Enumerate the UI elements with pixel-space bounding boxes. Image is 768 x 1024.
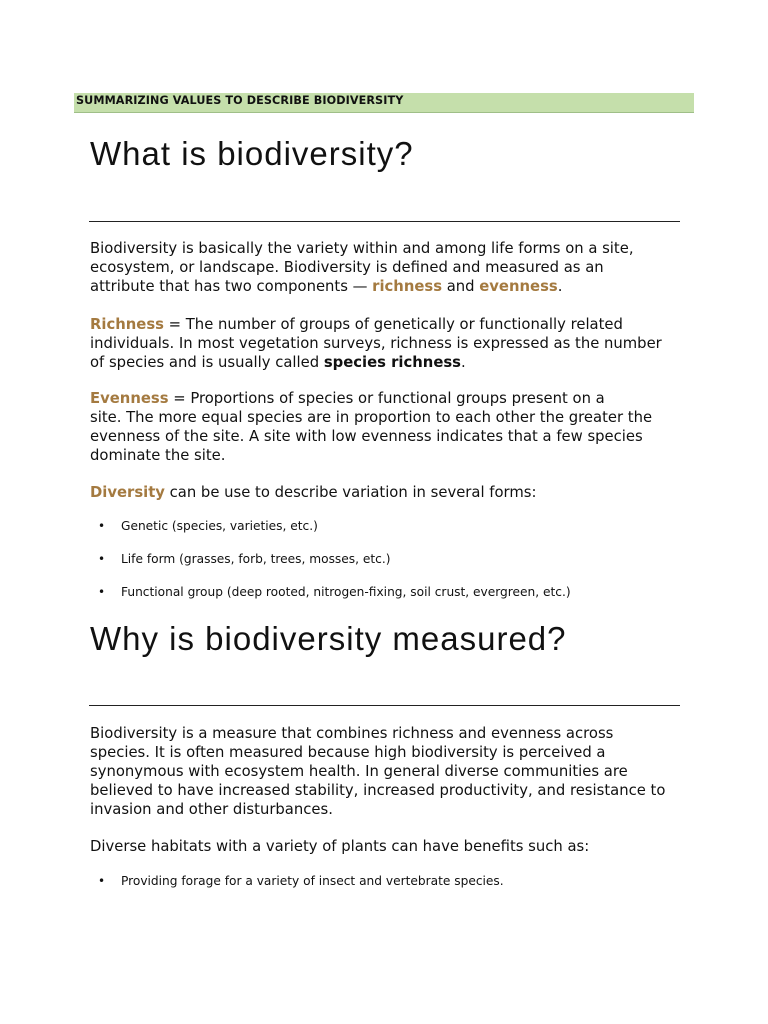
intro-line-1: Biodiversity is basically the variety within and among life forms on a site, [90,240,634,257]
intro-and: and [442,278,480,295]
richness-term: Richness [90,316,164,333]
bullet-icon: • [98,519,106,533]
richness-line-3 [90,353,690,372]
bullet-icon: • [98,552,106,566]
list-item-text: Life form (grasses, forb, trees, mosses, etc.) [121,552,391,566]
benefits-list [98,873,698,906]
bullet-icon: • [98,585,106,599]
list-item [98,873,698,906]
horizontal-rule [89,221,680,222]
bullet-icon: • [98,874,106,888]
measure-line-1: Biodiversity is a measure that combines richness and evenness across [90,725,614,742]
list-item [98,584,698,617]
evenness-term: Evenness [90,390,169,407]
richness-line-1 [90,315,690,334]
banner-title: SUMMARIZING VALUES TO DESCRIBE BIODIVERSITY [76,94,404,107]
evenness-term-inline: evenness [479,278,558,295]
diversity-line [90,483,690,502]
measure-line-2: species. It is often measured because high biodiversity is perceived a [90,744,606,761]
intro-line-2: ecosystem, or landscape. Biodiversity is defined and measured as an [90,259,604,276]
horizontal-rule [89,705,680,706]
benefits-line: Diverse habitats with a variety of plants can have benefits such as: [90,838,590,855]
intro-period: . [557,278,563,295]
richness-line-2: individuals. In most vegetation surveys, richness is expressed as the number [90,335,662,352]
measure-line-3: synonymous with ecosystem health. In general diverse communities are [90,763,628,780]
measure-line-4: believed to have increased stability, increased productivity, and resistance to [90,782,666,799]
diversity-paragraph [90,483,690,502]
section-banner [74,93,694,113]
intro-paragraph [90,239,690,296]
intro-line-3-text: attribute that has two components — [90,278,373,295]
heading-what-is-biodiversity: What is biodiversity? [90,135,414,172]
richness-paragraph [90,315,690,372]
list-item-text: Providing forage for a variety of insect and vertebrate species. [121,874,504,888]
list-item [98,551,698,584]
evenness-line-1 [90,389,690,408]
intro-line-3 [90,277,690,296]
benefits-paragraph [90,837,690,856]
richness-line-3-text: of species and is usually called [90,354,324,371]
measure-paragraph [90,724,690,819]
richness-line-3-end: . [460,354,466,371]
list-item-text: Genetic (species, varieties, etc.) [121,519,318,533]
richness-term-inline: richness [372,278,442,295]
richness-line-1-text: = The number of groups of genetically or functionally related [163,316,623,333]
evenness-line-1-text: = Proportions of species or functional groups present on a [168,390,605,407]
diversity-line-text: can be use to describe variation in several forms: [164,484,537,501]
evenness-line-3: evenness of the site. A site with low evenness indicates that a few species [90,428,643,445]
evenness-line-2: site. The more equal species are in proportion to each other the greater the [90,409,653,426]
diversity-forms-list [98,518,698,617]
evenness-line-4: dominate the site. [90,447,226,464]
list-item [98,518,698,551]
evenness-paragraph [90,389,690,465]
diversity-term: Diversity [90,484,165,501]
species-richness-term: species richness [323,354,461,371]
heading-why-is-biodiversity-measured: Why is biodiversity measured? [90,620,567,657]
list-item-text: Functional group (deep rooted, nitrogen-fixing, soil crust, evergreen, etc.) [121,585,571,599]
measure-line-5: invasion and other disturbances. [90,801,333,818]
